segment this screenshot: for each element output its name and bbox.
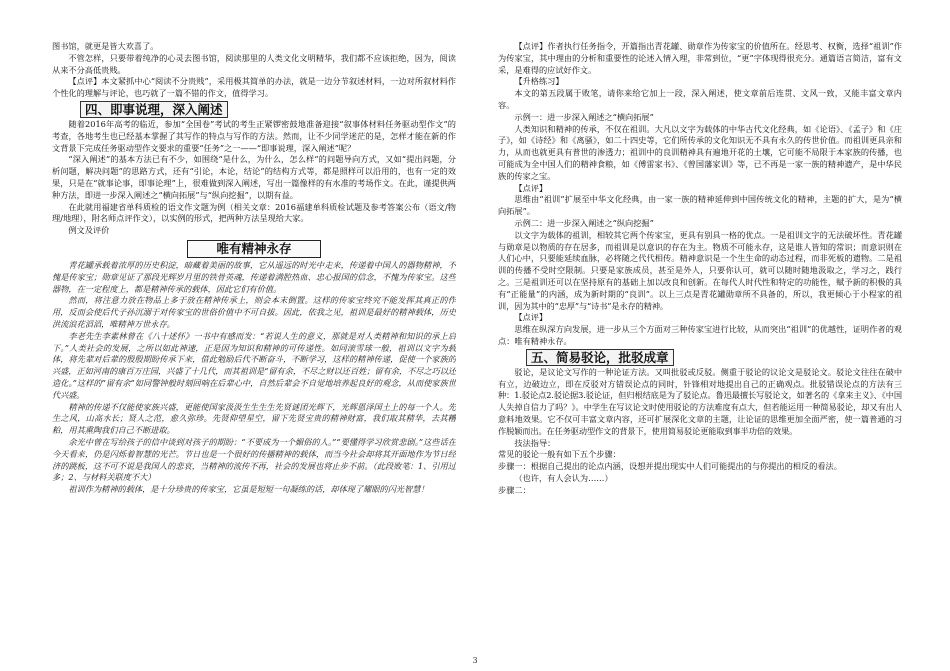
right-column [498, 41, 902, 653]
paragraph: “深入阐述”的基本方法已有不少，如围绕“是什么，为什么，怎么样”的问题导向方式，又如“提出问题，分析问题，解决问题”的思路方式，还有“引论，本论，结论”的结构方式等，都是照样可以沿用的，也有一定的效果，只是在“就事论事，即事论理”上，很难做到深入阐述，写出一篇像样的有水准的考场作文。在此，谨提供两种方法，即进一步深入阐述之“横向拓展”与“纵向挖掘”，以期有益。 [52, 154, 456, 200]
section-heading-5: 五、简易驳论，批驳成章 [526, 349, 674, 366]
example-heading: 示例一：进一步深入阐述之“横向拓展” [514, 111, 654, 122]
label: 【点评】 [514, 182, 548, 193]
comment-paragraph: 【点评】本文紧抓中心“阅读不分贵贱”，采用极其简单的办法，就是一边分节叙述材料，一边对所叙材料作个性化的理解与评论，也巧就了一篇不错的作文，值得学习。 [52, 76, 456, 99]
paragraph: 随着2016年高考的临近，参加“全国卷”考试的考生正紧锣密鼓地准备迎接“叙事体材料任务驱动型作文”的考查，各地考生也已经基本掌握了其写作的特点与写作的方法。然而，让不少同学迷茫的是，怎样才能在新的作文背景下完成任务驱动型作文要求的重要“任务”之一——“即事说理，深入阐述”呢？ [52, 118, 456, 153]
paragraph: 思维在纵深方向发展，进一步从三个方面对三种传家宝进行比较，从而突出“祖训”的优越性，证明作者的观点：唯有精神永存。 [498, 324, 902, 346]
paragraph: 人类知识和精神的传承，不仅在祖训。大凡以文字为载体的中华古代文化经典，如《论语》、《孟子》和《庄子》，如《诗经》和《离骚》，如二十四史等，它们所传承的文化知识无不具有永久的传世价值。而祖训更具亲和力，从而也就更具有普世的渗透力；祖训中的良训精神具有遍地开花的土壤，它可能不局限于本家族的传播，也可能成为全中国人们的精神食粮，如《傅雷家书》、《曾国藩家训》等，已不再是一家一族的精神遗产，是中华民族的传家之宝。 [498, 123, 902, 181]
article-title: 唯有精神永存 [187, 240, 321, 258]
label: 【点评】 [514, 312, 548, 323]
example-label: 例文及评价 [68, 225, 110, 236]
label: 【升格练习】 [514, 76, 564, 87]
paragraph: 思维由“祖训”扩展至中华文化经典，由一家一族的精神延伸到中国传统文化的精神，主题的扩大，是为“横向拓展”。 [498, 194, 902, 217]
paragraph: 步骤二： [498, 484, 531, 495]
example-heading: 示例二：进一步深入阐述之“纵向挖掘” [514, 217, 654, 228]
paragraph: （也许，有人会认为……） [514, 472, 613, 483]
article-paragraph: 余光中曾在写给孩子的信中谈到对孩子的期盼：“不要成为一个媚俗的人。”“要懂得学习欣赏悲剧。”这些话在今天看来，仍是闪烁着智慧的光芒。节日也是一个很好的传播精神的载体，而当今社会却将其开面地作为节日经济的跳板，这不可不说是我国人的悲哀，当精神的流传不再，社会的发展也将止步不前。（此段败笔：1、引用过多；2、与材料关联度不大） [52, 436, 456, 483]
comment-paragraph: 【点评】作者执行任务指令，开篇指出青花罐、勋章作为传家宝的价值所在。经思考、权衡，选择“祖训”作为传家宝，其中理由的分析和重要性的论述入情入理，非常到位，“更”字体现得很充分。通篇语言简洁，富有文采，是难得的应试好作文。 [498, 41, 902, 75]
paragraph: 常见的驳论一般有如下五个步骤： [498, 449, 621, 460]
section-heading-4: 四、即事说理，深入阐述 [80, 101, 228, 118]
page-number: 3 [472, 656, 478, 665]
article-paragraph: 祖训作为精神的载体，是十分珍贵的传家宝，它虽是短短一句凝练的话，却体现了耀眼的闪光智慧！ [68, 484, 429, 495]
left-column [52, 41, 456, 653]
label: 技法指导： [514, 437, 556, 448]
article-paragraph: 李老先生李素林曾在《八十述怀》一书中有感而发：“若说人生的意义，那就是对人类精神和知识的承上启下。”人类社会的发展，之所以如此神速，正是因为知识和精神的可传递性。如同滚雪球一般，祖训以文字为载体，将先辈对后辈的殷殷期盼传承下来，借此勉励后代不断奋斗，不断学习，这样的精神传递，促使一个家族的兴盛，正如河南的康百万庄园，兴盛了十几代，而其祖训是“留有余，不尽之财以还百姓；留有余，不尽之巧以还造化。”这样的“留有余”如同警钟般时刻回响在后辈心中，自然后辈会不自觉地培养起良好的观念，从而使家族世代兴盛。 [52, 330, 456, 400]
article-paragraph: 青花罐承载着浓厚的历史积淀，暗藏着美丽的故事，它从遥远的时光中走来，传递着中国人的器物精神，不愧是传家宝；勋章见证了那段光辉岁月里的铁骨英魂，传递着满腔热血、忠心报国的信念，不愧为传家宝。这些器物，在一定程度上，都是精神传承的载体，因此它们有价值。 [52, 259, 456, 294]
paragraph: 驳论，是议论文写作的一种论证方法。又叫批驳或反驳。侧重于驳论的议论文是驳论文。驳论文往往在破中有立，边破边立，即在反驳对方错误论点的同时，针锋相对地提出自己的正确观点。批驳错误论点的方法有三种：1.驳论点2.驳论据3.驳论证，但归根结底是为了驳论点。鲁迅最擅长写驳论文，如著名的《拿来主义》、《中国人失掉自信力了吗？》。中学生在写议论文时使用驳论的方法难度有点大，但若能运用一种简易驳论，却又有出人意料地效果。它不仅可丰富文章内容，还可扩展深化文章的主题，让论证的思维更加全面严密，使一篇普通的习作脱颖而出。在任务驱动型作文的背景下，使用简易驳论更能取到事半功倍的效果。 [498, 366, 902, 436]
paragraph: 在此就用福建省单科质检的语文作文题为例（相关文章：2016福建单科质检试题及参考答案公布（语文/物理/地理），附名师点评作文），以实例的形式，把两种方法呈现给大家。 [52, 201, 456, 224]
paragraph: 图书馆，就更是皆大欢喜了。 [52, 41, 159, 51]
article-paragraph: 精神的传递不仅能使家族兴盛，更能使国家汲汲生生生生先贤谜团光辉下，光辉恩泽国土上的每一个人。先生之风，山高水长；贤人之范，愈久弥珍。先贤仰望星空，留下先贤宝贵的精神财富，我们取其精华，去其糟粕，用其熏陶我们自己不断进取。 [52, 401, 456, 436]
paragraph: 不管怎样，只要带着纯净的心灵去图书馆，阅读那里的人类文化文明精华，我们都不应该拒绝，因为，阅读从来不分高低贵贱。 [52, 52, 456, 75]
paragraph: 以文字为载体的祖训，相较其它两个传家宝，更具有别具一格的优点。一是祖训文字的无法破坏性。青花罐与勋章是以物质的存在居多，而祖训是以意识的存在为主。物质不可能永存，这是谁人皆知的常识；而意识则在人们心中，只要能延续血脉，必将随之代代相传。精神意识是一个生生命的动态过程，而非死板的遗物。二是祖训的传播不受时空限制。只要是家族成员，甚至是外人，只要你认可，就可以随时随地汲取之，学习之，践行之。三是祖训还可以在坚持原有的基础上加以改良和创新。在每代人时代性和特定的功能性，赋予新的积极的具有“正能量”的内涵，成为新时期的“良训”。以上三点是青花罐勋章所不具备的，所以，我更倾心于小程家的祖训，因为其中的“忠厚”与“诗书”是永存的精神。 [498, 229, 902, 311]
paragraph: 步骤一：根据自己提出的论点内涵，设想并提出现实中人们可能提出的与你提出的相反的看法。 [498, 461, 842, 472]
paragraph: 本文的第五段属于败笔，请你来给它加上一段，深入阐述，使文章前后连贯、文风一致，又能丰富文章内容。 [498, 88, 902, 110]
article-paragraph: 然而，将注意力放在物品上多于放在精神传承上，则会本末倒置。这样的传家宝终究不能发挥其真正的作用，反而会使后代子孙沉溺于对传家宝的世俗价值中不可自拔。因此，依我之见，祖训是最好的精神载体，历史洪流浪花滔滔，唯精神万世永存。 [52, 295, 456, 329]
